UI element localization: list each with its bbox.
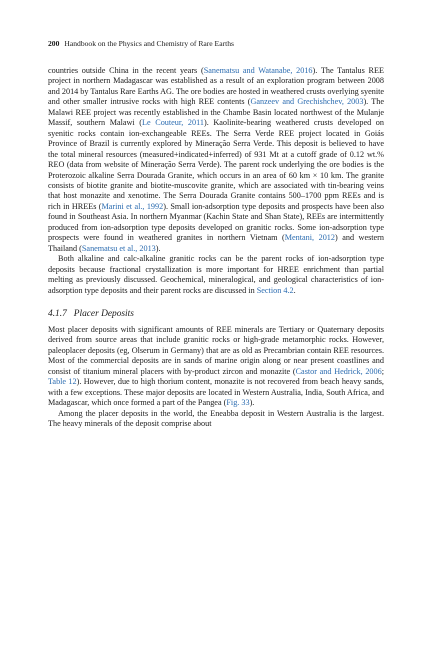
- section-heading: [48, 308, 384, 320]
- paragraph: [48, 325, 384, 409]
- citation-link[interactable]: Fig. 33: [226, 398, 250, 408]
- text-run: countries outside China in the recent years (: [48, 66, 204, 75]
- text-run: ;: [381, 366, 384, 376]
- citation-link[interactable]: Le Couteur, 2011: [142, 118, 204, 128]
- citation-link[interactable]: Ganzeev and Grechishchev, 2003: [250, 97, 364, 107]
- citation-link[interactable]: Sanematsu and Watanabe, 2016: [203, 66, 313, 75]
- text-run: ). The Tantalus REE project in northern Madagascar was established as a result of an exploration program between 2008 and 2014 by Tantalus Rare Earths AG. The ore bodies are hosted in weathered crusts overlying syenite and other smaller intrusive rocks with high REE contents (: [48, 66, 384, 107]
- citation-link[interactable]: Castor and Hedrick, 2006: [295, 366, 382, 376]
- text-run: Among the placer deposits in the world, the Eneabba deposit in Western Australia is the largest. The heavy minerals of the deposit comprise about: [48, 408, 384, 429]
- body-text: [48, 66, 384, 430]
- text-run: ). Small ion-adsorption type deposits and prospects have been also found in Southeast Asia. In northern Myanmar (Kachin State and Shan State), REEs are intermittently produced from ion-adsorption type deposits developed on granitic rocks. Some ion-adsorption type prospects were found in weathered granites in northern Vietnam (: [48, 201, 384, 243]
- text-run: .: [293, 285, 296, 295]
- text-run: ). However, due to high thorium content, monazite is not recovered from beach heavy sands, with a few exceptions. These major deposits are located in Western Australia, India, South Africa, and Madagascar, which once formed a part of the Pangea (: [48, 377, 384, 408]
- running-head: [48, 39, 384, 49]
- paragraph: [48, 66, 384, 254]
- section-4-1-6-continuation: [48, 66, 384, 296]
- text-run: Most placer deposits with significant amounts of REE minerals are Tertiary or Quaternary deposits derived from source areas that include granitic rocks or high-grade metamorphic rocks. However, paleoplacer deposits (eg, Olserum in Germany) that are as old as Precambrian contain REE resources. Most of the commercial deposits are in sands of marine origin along or near present coastlines and consist of titanium mineral placers with by-product zircon and monazite (: [48, 324, 384, 376]
- citation-link[interactable]: Table 12: [48, 377, 77, 387]
- citation-link[interactable]: Mentani, 2012: [284, 233, 335, 243]
- paragraph: [48, 254, 384, 296]
- text-run: ) and western Thailand (: [48, 233, 384, 253]
- citation-link[interactable]: Marini et al., 1992: [101, 201, 164, 211]
- section-4-1-7-text: [48, 325, 384, 430]
- page-number: 200: [48, 39, 60, 48]
- citation-link[interactable]: Section 4.2: [256, 285, 294, 295]
- running-title: Handbook on the Physics and Chemistry of Rare Earths: [64, 39, 234, 48]
- citation-link[interactable]: Sanematsu et al., 2013: [81, 243, 156, 253]
- text-run: Both alkaline and calc-alkaline granitic rocks can be the parent rocks of ion-adsorption type deposits because fractional crystallization is more important for HREE enrichment than partial melting as previously discussed. Geochemical, mineralogical, and geological characteristics of ion-adsorption type deposits and their parent rocks are discussed in: [48, 254, 384, 295]
- text-run: ). The Malawi REE project was recently established in the Chambe Basin located northwest of the Mulanje Massif, southern Malawi (: [48, 97, 385, 128]
- text-run: ). Kaolinite-bearing weathered crusts developed on syenitic rocks contain ion-exchangeable REEs. The Serra Verde REE project located in Goiás Province of Brazil is currently explored by Mineração Serra Verde. This deposit is believed to have the total mineral resources (measured+indicated+inferred) of 931 Mt at a cutoff grade of 0.12 wt.% REO (data from website of Mineração Serra Verde). The parent rock underlying the ore bodies is the Proterozoic alkaline Serra Dourada Granite, which occurs in an area of 60 km × 10 km. The granite consists of biotite granite and biotite-muscovite granite, which are associated with tin-bearing veins that host monazite and xenotime. The Serra Dourada Granite contains 500–1700 ppm REEs and is rich in HREEs (: [48, 118, 384, 211]
- text-run: ).: [155, 243, 161, 253]
- section-title: Placer Deposits: [73, 308, 134, 319]
- paragraph: [48, 409, 384, 430]
- section-number: 4.1.7: [48, 308, 67, 319]
- text-run: ).: [249, 398, 255, 408]
